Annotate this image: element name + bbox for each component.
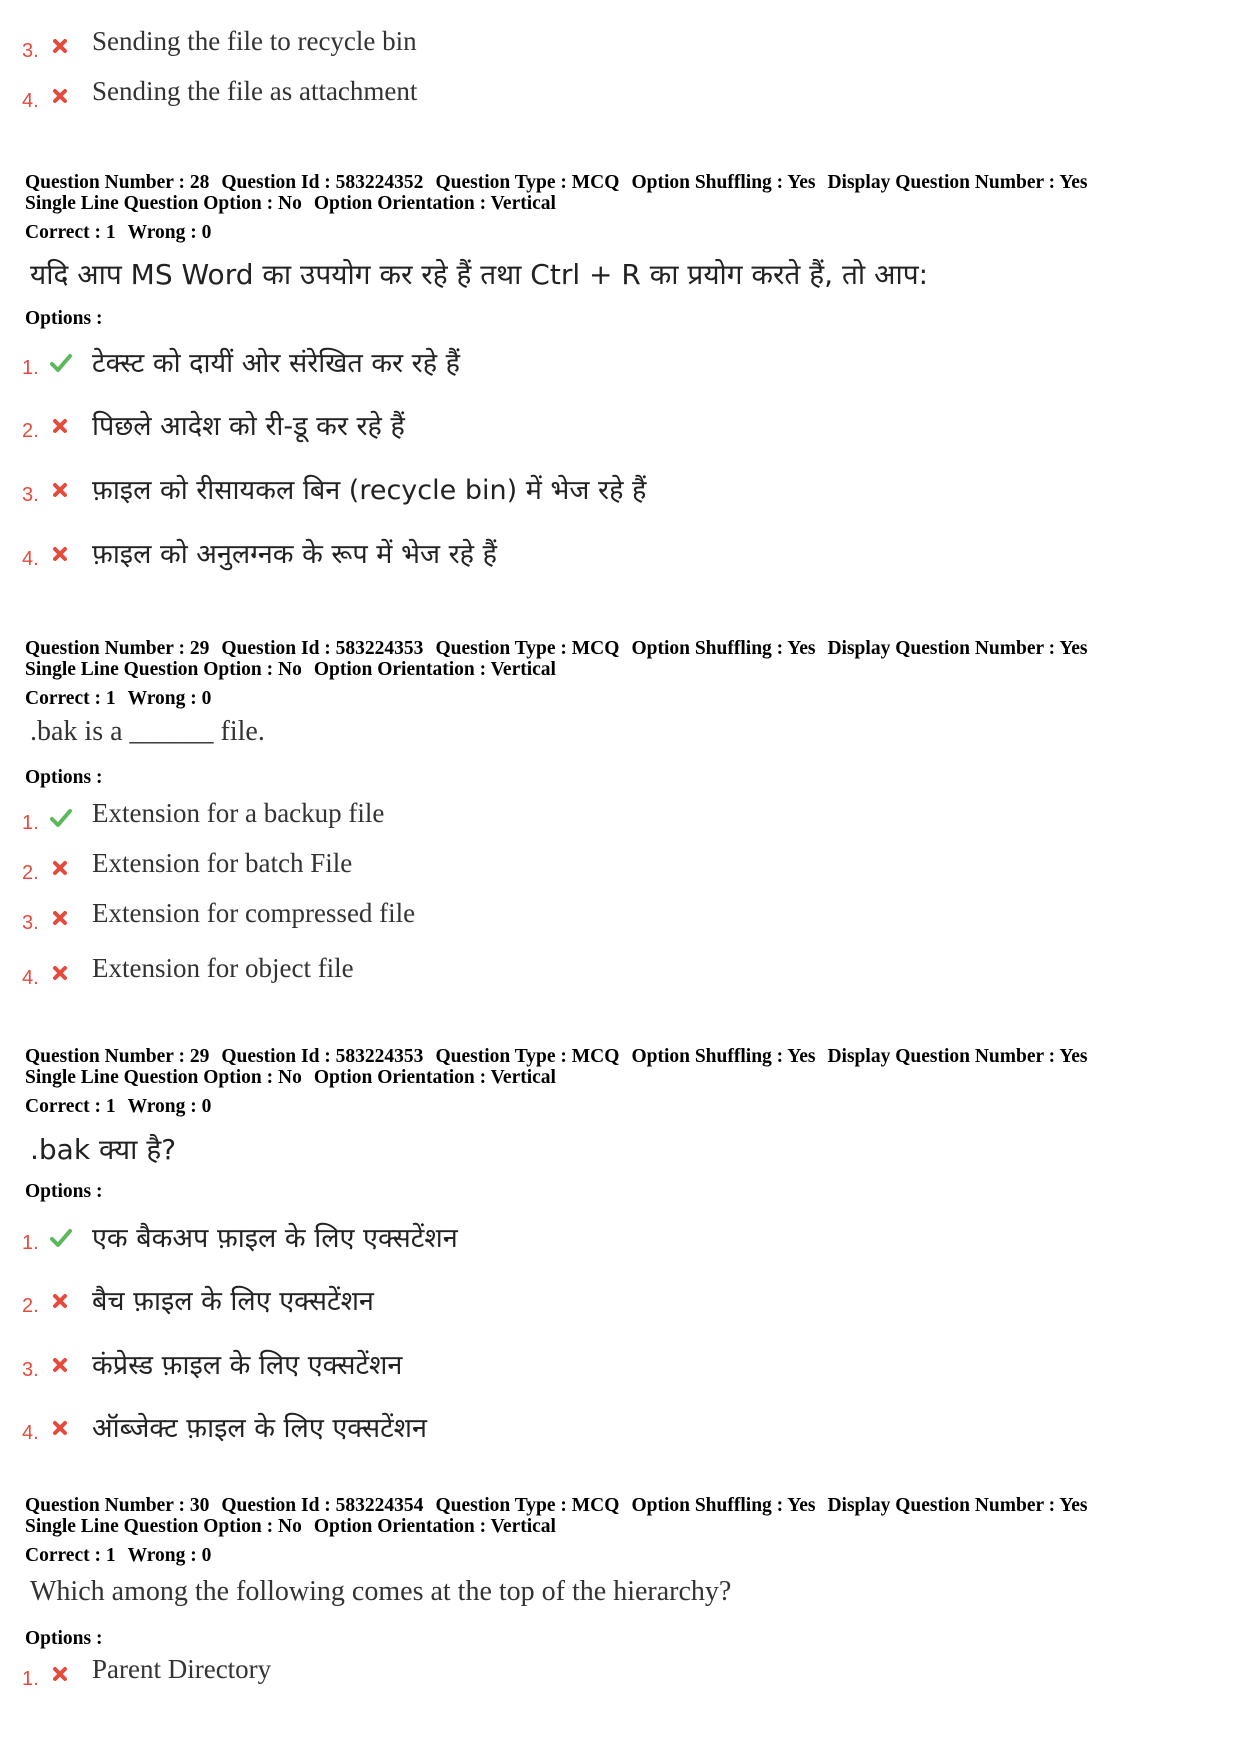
option-number: 2.: [22, 1295, 39, 1317]
option-number: 2.: [22, 862, 39, 884]
question-meta: Single Line Question Option : No Option Orientation : Vertical: [25, 193, 556, 214]
option-number: 1.: [22, 1232, 39, 1254]
option-text: Sending the file to recycle bin: [92, 26, 417, 56]
option-text: Sending the file as attachment: [92, 76, 418, 106]
option-number: 2.: [22, 420, 39, 442]
cross-icon: [50, 908, 70, 928]
option-text: बैच फ़ाइल के लिए एक्सटेंशन: [92, 1286, 374, 1317]
cross-icon: [50, 1418, 70, 1438]
options-label: Options :: [25, 308, 103, 329]
option-text: एक बैकअप फ़ाइल के लिए एक्सटेंशन: [92, 1223, 458, 1254]
option-number: 1.: [22, 1668, 39, 1690]
option-number: 3.: [22, 912, 39, 934]
options-label: Options :: [25, 767, 103, 788]
option-number: 1.: [22, 357, 39, 379]
cross-icon: [50, 963, 70, 983]
cross-icon: [50, 1291, 70, 1311]
question-meta: Single Line Question Option : No Option Orientation : Vertical: [25, 1067, 556, 1088]
cross-icon: [50, 416, 70, 436]
option-text: Extension for batch File: [92, 848, 353, 878]
option-number: 3.: [22, 484, 39, 506]
option-text: टेक्स्ट को दायीं ओर संरेखित कर रहे हैं: [92, 348, 460, 379]
option-number: 4.: [22, 548, 39, 570]
question-meta: Question Number : 28 Question Id : 583224352 Question Type : MCQ Option Shuffling : Yes Display Question Number : Yes: [25, 172, 1088, 193]
question-meta: Single Line Question Option : No Option Orientation : Vertical: [25, 659, 556, 680]
question-meta: Question Number : 29 Question Id : 583224353 Question Type : MCQ Option Shuffling : Yes Display Question Number : Yes: [25, 638, 1088, 659]
question-marks: Correct : 1 Wrong : 0: [25, 1545, 212, 1566]
option-number: 3.: [22, 1359, 39, 1381]
options-label: Options :: [25, 1628, 103, 1649]
cross-icon: [50, 544, 70, 564]
question-marks: Correct : 1 Wrong : 0: [25, 222, 212, 243]
option-text: Extension for a backup file: [92, 798, 385, 828]
cross-icon: [50, 858, 70, 878]
option-number: 4.: [22, 967, 39, 989]
option-text: Extension for compressed file: [92, 898, 416, 928]
option-text: ऑब्जेक्ट फ़ाइल के लिए एक्सटेंशन: [92, 1413, 428, 1444]
question-meta: Single Line Question Option : No Option Orientation : Vertical: [25, 1516, 556, 1537]
option-number: 4.: [22, 1422, 39, 1444]
cross-icon: [50, 36, 70, 56]
question-meta: Question Number : 29 Question Id : 583224353 Question Type : MCQ Option Shuffling : Yes Display Question Number : Yes: [25, 1046, 1088, 1067]
question-marks: Correct : 1 Wrong : 0: [25, 688, 212, 709]
cross-icon: [50, 1355, 70, 1375]
option-number: 3.: [22, 40, 39, 62]
option-text: फ़ाइल को रीसायकल बिन (recycle bin) में भेज रहे हैं: [92, 475, 647, 506]
option-text: Parent Directory: [92, 1654, 272, 1684]
option-text: Extension for object file: [92, 953, 354, 983]
question-text: .bak क्या है?: [30, 1133, 177, 1166]
check-icon: [50, 1228, 70, 1248]
question-meta: Question Number : 30 Question Id : 583224354 Question Type : MCQ Option Shuffling : Yes Display Question Number : Yes: [25, 1495, 1088, 1516]
option-text: पिछले आदेश को री-डू कर रहे हैं: [92, 411, 405, 442]
option-number: 4.: [22, 90, 39, 112]
question-text: यदि आप MS Word का उपयोग कर रहे हैं तथा Ctrl + R का प्रयोग करते हैं, तो आप:: [30, 258, 929, 291]
check-icon: [50, 353, 70, 373]
cross-icon: [50, 1664, 70, 1684]
options-label: Options :: [25, 1181, 103, 1202]
question-text: .bak is a ______ file.: [30, 716, 265, 747]
cross-icon: [50, 86, 70, 106]
question-marks: Correct : 1 Wrong : 0: [25, 1096, 212, 1117]
option-text: कंप्रेस्ड फ़ाइल के लिए एक्सटेंशन: [92, 1350, 403, 1381]
check-icon: [50, 808, 70, 828]
option-text: फ़ाइल को अनुलग्नक के रूप में भेज रहे हैं: [92, 539, 497, 570]
option-number: 1.: [22, 812, 39, 834]
question-text: Which among the following comes at the top of the hierarchy?: [30, 1576, 732, 1607]
cross-icon: [50, 480, 70, 500]
